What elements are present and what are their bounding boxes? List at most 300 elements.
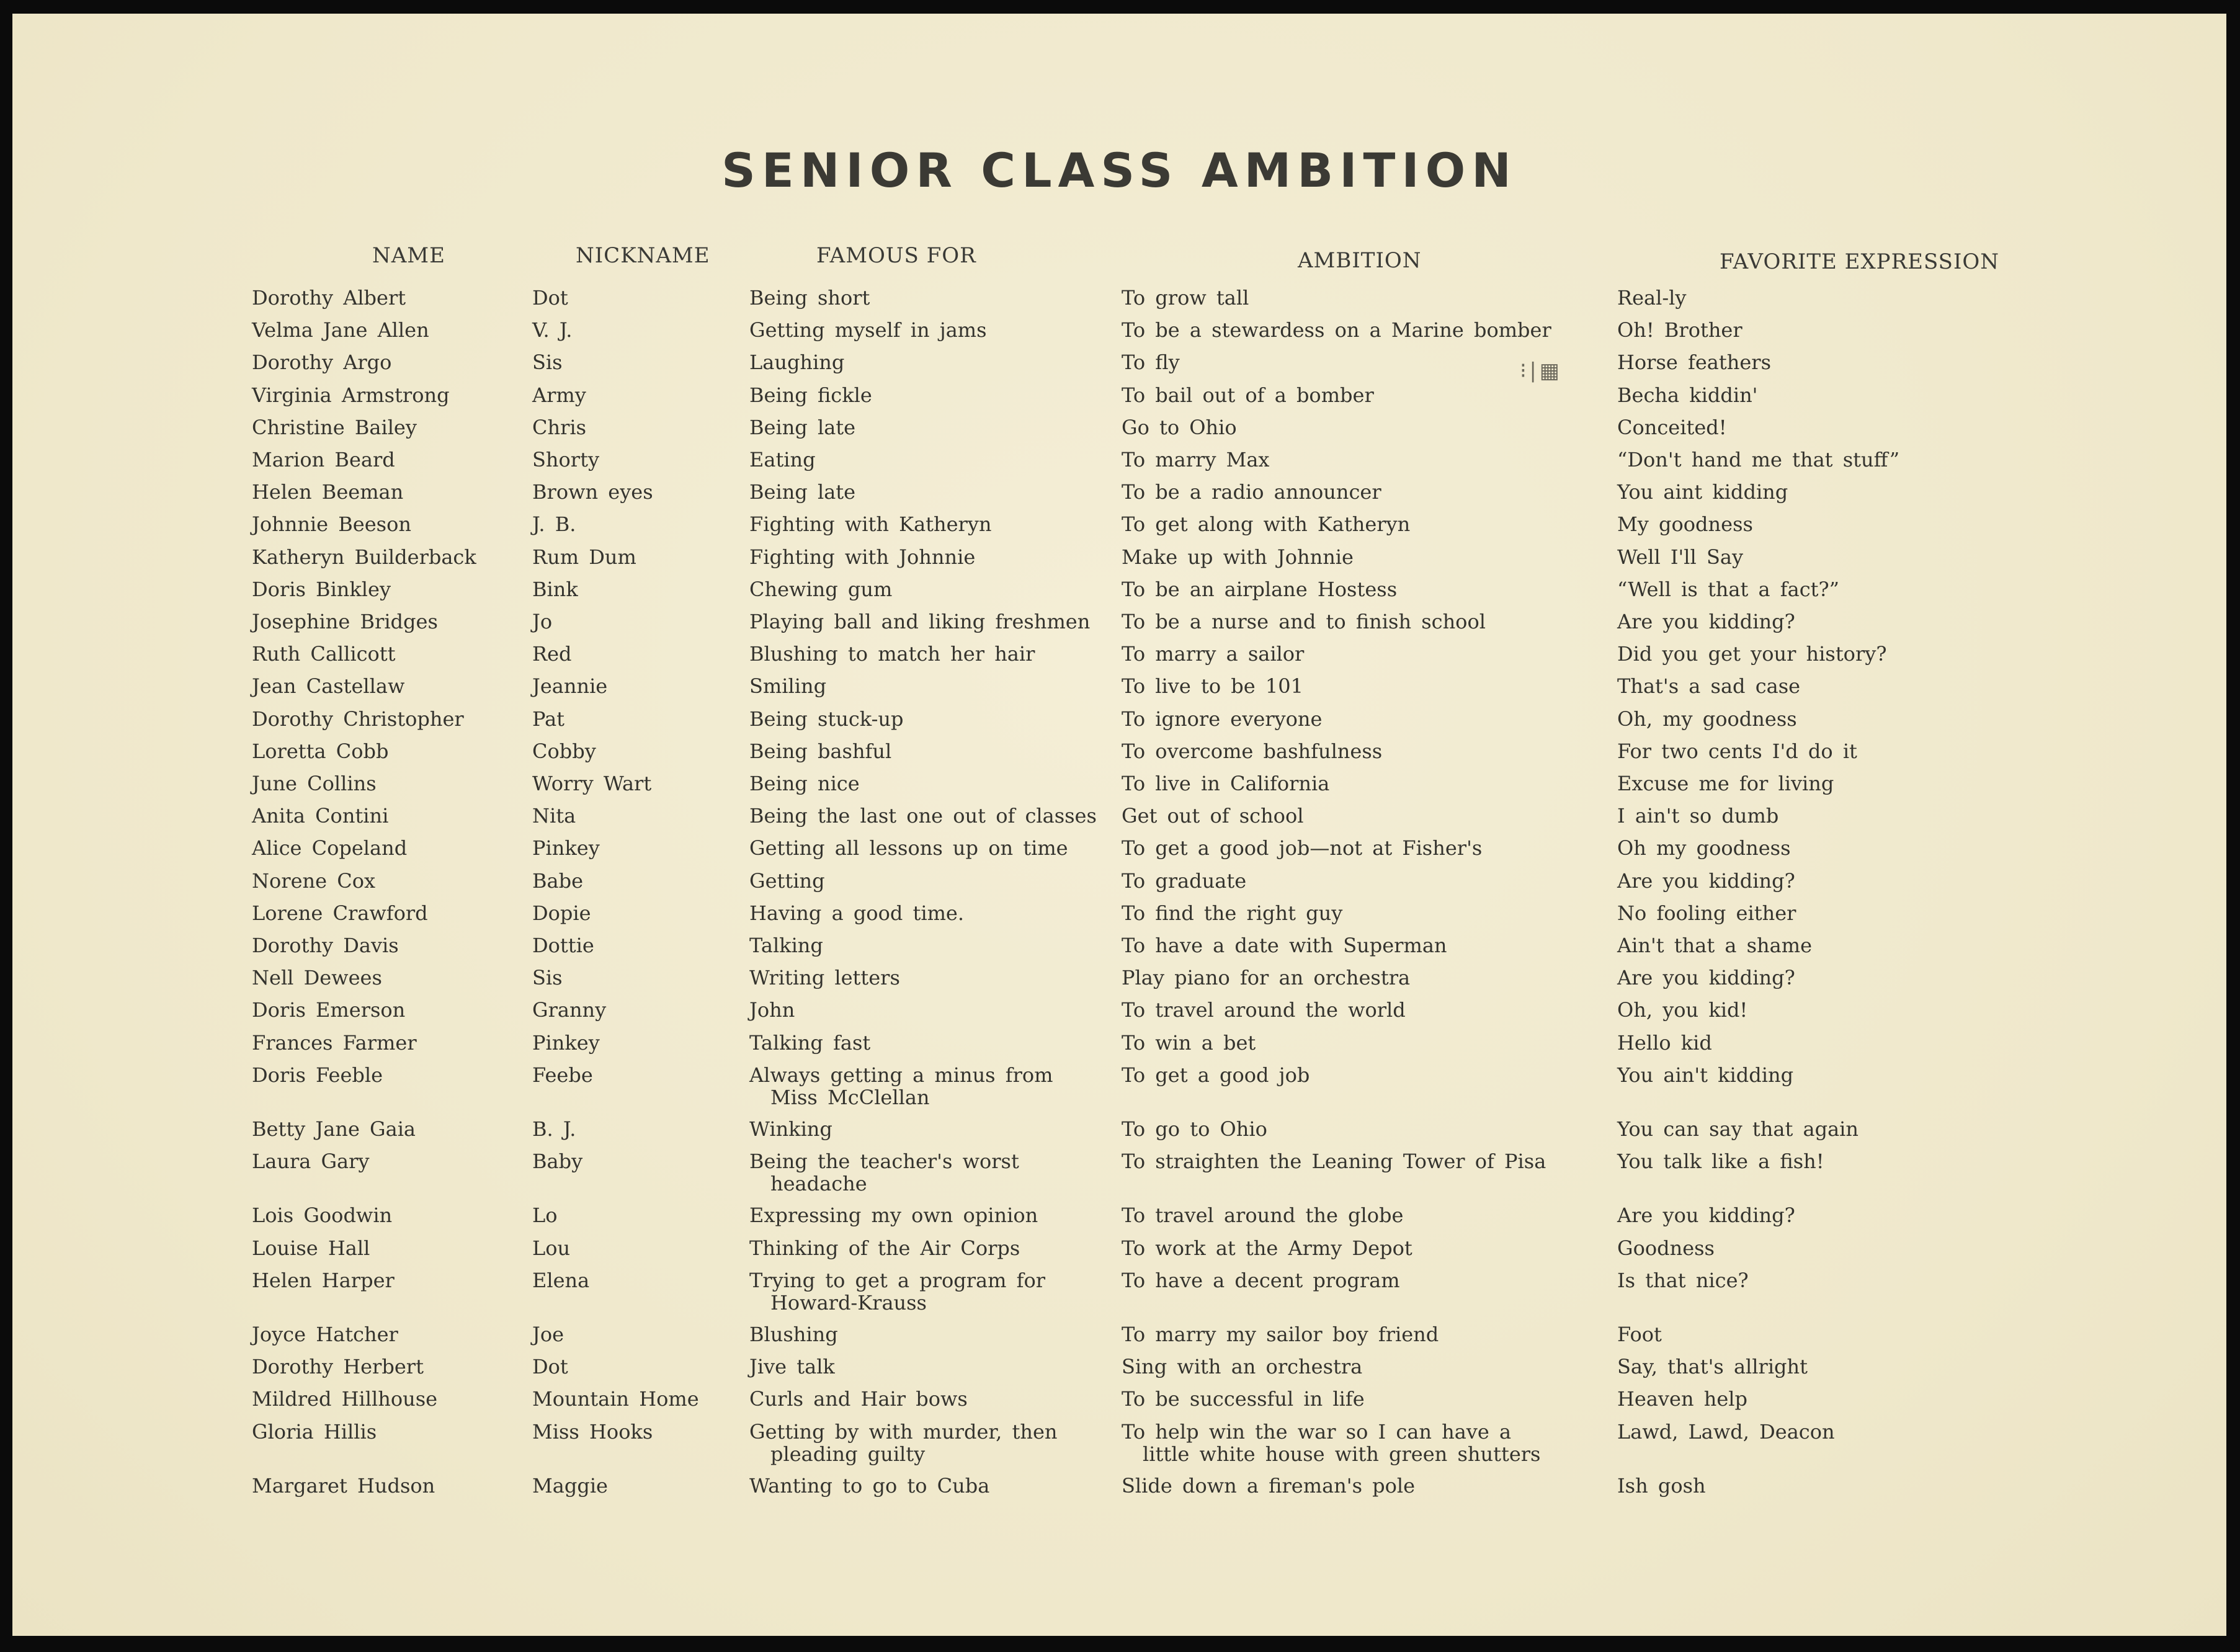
nickname-cell: [532, 1032, 600, 1054]
nickname-cell-text: Maggie: [532, 1473, 608, 1498]
famous-for-cell: [749, 643, 1035, 665]
ambition-cell-text: To find the right guy: [1122, 901, 1343, 925]
ambition-cell-text: To be a stewardess on a Marine bomber: [1122, 318, 1551, 342]
expression-cell-text: Did you get your history?: [1617, 642, 1887, 666]
expression-cell-text: Ish gosh: [1617, 1473, 1706, 1498]
expression-cell: [1617, 708, 1797, 730]
name-cell: [252, 1118, 416, 1140]
expression-cell: [1617, 319, 1742, 341]
expression-cell-text: You ain't kidding: [1617, 1063, 1794, 1087]
name-cell: [252, 513, 411, 535]
name-cell: [252, 740, 388, 762]
name-cell-text: Katheryn Builderback: [252, 545, 476, 569]
nickname-cell: [532, 870, 583, 892]
famous-for-cell: [749, 870, 825, 892]
table-row: [12, 772, 2226, 805]
expression-cell-text: Are you kidding?: [1617, 610, 1795, 633]
name-cell-text: Joyce Hatcher: [252, 1323, 398, 1346]
nickname-cell: [532, 1118, 576, 1140]
expression-cell: [1617, 546, 1743, 568]
ambition-cell-text: To marry my sailor boy friend: [1122, 1323, 1439, 1346]
table-row: [12, 546, 2226, 578]
ambition-cell-text: To live in California: [1122, 772, 1330, 795]
ambition-cell-text: To travel around the globe: [1122, 1203, 1404, 1228]
name-cell: [252, 643, 396, 665]
nickname-cell: [532, 384, 586, 406]
ambition-cell: [1122, 934, 1447, 957]
famous-for-cell: [749, 1150, 1019, 1195]
famous-for-cell: [749, 708, 904, 730]
famous-for-cell-text: Being the last one out of classes: [749, 804, 1097, 828]
ambition-cell: [1122, 513, 1410, 535]
table-row: [12, 805, 2226, 837]
expression-cell-text: Ain't that a shame: [1617, 934, 1812, 957]
nickname-cell: [532, 481, 653, 503]
table-row: [12, 513, 2226, 545]
expression-cell: [1617, 513, 1753, 535]
ambition-cell-text: Get out of school: [1122, 804, 1304, 828]
nickname-cell-text: Sis: [532, 350, 563, 375]
nickname-cell-text: Lou: [532, 1236, 571, 1260]
nickname-cell-text: Red: [532, 642, 572, 666]
name-cell: [252, 319, 429, 341]
table-row: [12, 740, 2226, 772]
ambition-cell-text: To be successful in life: [1122, 1387, 1365, 1411]
nickname-cell: [532, 643, 572, 665]
nickname-cell: [532, 902, 591, 924]
expression-cell-text: Horse feathers: [1617, 350, 1771, 375]
header-ambition: AMBITION: [1298, 248, 1422, 273]
famous-for-cell-text: Talking: [749, 934, 823, 957]
famous-for-cell-text: Blushing to match her hair: [749, 642, 1035, 666]
table-row: [12, 449, 2226, 481]
expression-cell: [1617, 837, 1791, 859]
famous-for-cell-text: Talking fast: [749, 1030, 871, 1055]
expression-cell-text: Real-ly: [1617, 286, 1687, 310]
famous-for-cell-text: Being late: [749, 415, 856, 439]
famous-for-cell: [749, 1204, 1038, 1226]
name-cell: [252, 351, 391, 373]
name-cell: [252, 449, 395, 471]
famous-for-cell: [749, 416, 855, 439]
table-row: [12, 1118, 2226, 1150]
name-cell: [252, 934, 399, 957]
table-row: [12, 319, 2226, 351]
yearbook-page: [12, 14, 2226, 1636]
famous-for-cell: [749, 740, 891, 762]
famous-for-cell-text: Having a good time.: [749, 901, 965, 925]
famous-for-cell: [749, 1388, 968, 1410]
famous-for-cell: [749, 1475, 989, 1497]
nickname-cell: [532, 1269, 589, 1292]
ambition-cell-text: To get a good job: [1122, 1063, 1310, 1087]
expression-cell: [1617, 449, 1899, 471]
ambition-cell-continuation: little white house with green shutters: [1143, 1442, 1541, 1466]
expression-cell-text: Conceited!: [1617, 415, 1727, 439]
table-row: [12, 578, 2226, 610]
famous-for-cell-text: Getting myself in jams: [749, 318, 987, 342]
name-cell: [252, 481, 403, 503]
expression-cell-text: That's a sad case: [1617, 674, 1801, 699]
table-row: [12, 1419, 2226, 1466]
famous-for-cell-text: Expressing my own opinion: [749, 1203, 1038, 1228]
expression-cell-text: “Well is that a fact?”: [1617, 577, 1839, 601]
ambition-cell-text: To grow tall: [1122, 286, 1249, 310]
famous-for-cell-text: Being late: [749, 480, 856, 504]
expression-cell: [1617, 902, 1796, 924]
famous-for-cell-text: Being bashful: [749, 739, 892, 763]
ambition-cell-text: To graduate: [1122, 868, 1247, 893]
ambition-cell: [1122, 1269, 1400, 1292]
name-cell-text: Dorothy Davis: [252, 934, 399, 957]
nickname-cell-text: Miss Hooks: [532, 1419, 653, 1444]
nickname-cell-text: Chris: [532, 415, 587, 439]
expression-cell-text: Oh my goodness: [1617, 836, 1791, 860]
famous-for-cell: [749, 384, 872, 406]
name-cell: [252, 805, 388, 827]
famous-for-cell: [749, 675, 826, 697]
famous-for-cell-text: Getting by with murder, then: [749, 1419, 1058, 1444]
ambition-cell: [1122, 610, 1486, 633]
ambition-cell: [1122, 546, 1354, 568]
name-cell: [252, 1421, 377, 1443]
famous-for-cell: [749, 513, 992, 535]
famous-for-cell-text: Always getting a minus from: [749, 1063, 1053, 1087]
ambition-cell-text: To win a bet: [1122, 1030, 1256, 1055]
ambition-cell: [1122, 772, 1329, 795]
nickname-cell-text: Nita: [532, 804, 576, 828]
expression-cell-text: Foot: [1617, 1323, 1662, 1346]
expression-cell-text: Oh! Brother: [1617, 318, 1742, 342]
name-cell-text: Velma Jane Allen: [252, 318, 429, 342]
table-row: [12, 1475, 2226, 1507]
expression-cell-text: Are you kidding?: [1617, 966, 1795, 990]
table-row: [12, 384, 2226, 416]
expression-cell-text: Becha kiddin': [1617, 383, 1758, 407]
expression-cell: [1617, 610, 1795, 633]
expression-cell: [1617, 351, 1771, 373]
name-cell-text: June Collins: [252, 772, 377, 795]
ambition-cell-text: To help win the war so I can have a: [1122, 1419, 1512, 1444]
nickname-cell-text: Granny: [532, 998, 607, 1022]
ambition-cell: [1122, 1421, 1540, 1465]
nickname-cell: [532, 1355, 568, 1378]
ambition-cell-text: To travel around the world: [1122, 998, 1406, 1022]
ambition-cell: [1122, 384, 1374, 406]
expression-cell: [1617, 1118, 1858, 1140]
nickname-cell-text: Jeannie: [532, 674, 608, 699]
ambition-cell-text: To be an airplane Hostess: [1122, 577, 1398, 601]
name-cell: [252, 870, 375, 892]
header-nickname: NICKNAME: [576, 243, 710, 268]
ambition-cell: [1122, 902, 1342, 924]
expression-cell: [1617, 805, 1778, 827]
name-cell: [252, 1237, 370, 1259]
ambition-cell-text: To fly: [1122, 350, 1180, 375]
famous-for-cell-text: Curls and Hair bows: [749, 1387, 968, 1411]
nickname-cell-text: Lo: [532, 1203, 558, 1228]
name-cell-text: Betty Jane Gaia: [252, 1117, 416, 1141]
name-cell-text: Dorothy Herbert: [252, 1355, 424, 1379]
expression-cell: [1617, 967, 1795, 989]
nickname-cell: [532, 351, 563, 373]
famous-for-cell-text: Fighting with Johnnie: [749, 545, 976, 569]
ambition-cell-text: To get a good job—not at Fisher's: [1122, 836, 1483, 860]
famous-for-cell: [749, 319, 987, 341]
name-cell-text: Virginia Armstrong: [252, 383, 450, 407]
nickname-cell: [532, 1237, 570, 1259]
name-cell-text: Loretta Cobb: [252, 739, 389, 763]
name-cell: [252, 902, 428, 924]
name-cell: [252, 1475, 435, 1497]
nickname-cell: [532, 319, 572, 341]
ambition-cell: [1122, 643, 1304, 665]
expression-cell-text: Hello kid: [1617, 1030, 1712, 1055]
expression-cell-text: My goodness: [1617, 512, 1753, 537]
name-cell: [252, 1204, 392, 1226]
page-title: SENIOR CLASS AMBITION: [721, 143, 1517, 198]
table-row: [12, 1032, 2226, 1064]
nickname-cell-text: Baby: [532, 1150, 583, 1174]
famous-for-cell-text: Chewing gum: [749, 577, 893, 601]
famous-for-cell-text: Fighting with Katheryn: [749, 512, 992, 537]
name-cell-text: Anita Contini: [252, 804, 389, 828]
name-cell-text: Lorene Crawford: [252, 901, 428, 925]
table-row: [12, 416, 2226, 449]
famous-for-cell-text: Blushing: [749, 1323, 838, 1346]
name-cell: [252, 287, 406, 309]
expression-cell: [1617, 870, 1795, 892]
ambition-cell: [1122, 708, 1322, 730]
famous-for-cell-text: Writing letters: [749, 966, 900, 990]
famous-for-cell-continuation: headache: [770, 1172, 867, 1196]
nickname-cell-text: Jo: [532, 610, 553, 633]
ambition-cell: [1122, 1064, 1310, 1086]
nickname-cell-text: Rum Dum: [532, 545, 636, 569]
nickname-cell: [532, 999, 606, 1021]
name-cell: [252, 546, 476, 568]
ambition-cell: [1122, 1475, 1415, 1497]
table-row: [12, 643, 2226, 675]
nickname-cell: [532, 546, 636, 568]
name-cell-text: Dorothy Argo: [252, 350, 392, 375]
ambition-cell: [1122, 1388, 1365, 1410]
expression-cell: [1617, 578, 1839, 601]
famous-for-cell-text: Eating: [749, 448, 816, 471]
table-row: [12, 837, 2226, 869]
expression-cell: [1617, 934, 1812, 957]
print-blemish: ⁝∣▦: [1520, 359, 1561, 383]
famous-for-cell: [749, 546, 975, 568]
nickname-cell: [532, 934, 594, 957]
nickname-cell: [532, 772, 651, 795]
famous-for-cell-continuation: Miss McClellan: [770, 1085, 930, 1109]
header-name: NAME: [372, 243, 445, 268]
ambition-cell: [1122, 870, 1246, 892]
nickname-cell-text: Elena: [532, 1268, 590, 1292]
name-cell-text: Lois Goodwin: [252, 1203, 393, 1228]
nickname-cell-text: Dottie: [532, 934, 594, 957]
expression-cell: [1617, 416, 1727, 439]
name-cell-text: Nell Dewees: [252, 966, 382, 990]
ambition-cell: [1122, 1032, 1256, 1054]
ambition-cell-text: To work at the Army Depot: [1122, 1236, 1412, 1260]
famous-for-cell: [749, 1323, 838, 1346]
table-row: [12, 1063, 2226, 1109]
table-row: [12, 1150, 2226, 1196]
famous-for-cell-text: Smiling: [749, 674, 827, 699]
ambition-cell: [1122, 1204, 1403, 1226]
famous-for-cell: [749, 610, 1090, 633]
table-row: [12, 967, 2226, 999]
ambition-cell: [1122, 319, 1551, 341]
ambition-cell-text: Go to Ohio: [1122, 415, 1237, 439]
name-cell: [252, 1150, 370, 1172]
famous-for-cell-text: Getting: [749, 868, 825, 893]
name-cell-text: Helen Harper: [252, 1268, 395, 1292]
expression-cell: [1617, 1421, 1835, 1443]
expression-cell: [1617, 1064, 1793, 1086]
nickname-cell-text: V. J.: [532, 318, 573, 342]
ambition-cell-text: To bail out of a bomber: [1122, 383, 1374, 407]
ambition-cell-text: Slide down a fireman's pole: [1122, 1473, 1416, 1498]
famous-for-cell-text: John: [749, 998, 795, 1022]
famous-for-cell-text: Wanting to go to Cuba: [749, 1473, 990, 1498]
famous-for-cell: [749, 1421, 1058, 1465]
ambition-cell-text: To marry Max: [1122, 448, 1270, 471]
famous-for-cell-text: Being nice: [749, 772, 860, 795]
name-cell: [252, 416, 417, 439]
nickname-cell-text: Worry Wart: [532, 772, 652, 795]
nickname-cell: [532, 1475, 608, 1497]
name-cell-text: Doris Emerson: [252, 998, 406, 1022]
expression-cell-text: Are you kidding?: [1617, 868, 1795, 893]
nickname-cell-text: Pinkey: [532, 836, 600, 860]
nickname-cell-text: Dot: [532, 1355, 568, 1379]
famous-for-cell-text: Being the teacher's worst: [749, 1150, 1019, 1174]
expression-cell: [1617, 1204, 1795, 1226]
nickname-cell: [532, 1388, 699, 1410]
famous-for-cell-text: Laughing: [749, 350, 845, 375]
ambition-cell: [1122, 675, 1303, 697]
name-cell: [252, 967, 382, 989]
table-row: [12, 481, 2226, 513]
ambition-cell-text: To ignore everyone: [1122, 707, 1323, 731]
expression-cell: [1617, 287, 1686, 309]
expression-cell: [1617, 772, 1834, 795]
ambition-cell: [1122, 837, 1482, 859]
table-row: [12, 287, 2226, 319]
ambition-cell-text: To overcome bashfulness: [1122, 739, 1383, 763]
ambition-cell-text: To live to be 101: [1122, 674, 1303, 699]
expression-cell: [1617, 1032, 1712, 1054]
ambition-cell: [1122, 999, 1406, 1021]
expression-cell-text: Lawd, Lawd, Deacon: [1617, 1419, 1835, 1444]
name-cell-text: Johnnie Beeson: [252, 512, 411, 537]
famous-for-cell-text: Thinking of the Air Corps: [749, 1236, 1020, 1260]
ambition-cell: [1122, 449, 1269, 471]
famous-for-cell: [749, 902, 964, 924]
famous-for-cell: [749, 772, 860, 795]
nickname-cell: [532, 805, 576, 827]
nickname-cell-text: B. J.: [532, 1117, 576, 1141]
nickname-cell: [532, 740, 596, 762]
famous-for-cell: [749, 287, 870, 309]
nickname-cell: [532, 1323, 564, 1346]
name-cell: [252, 1323, 398, 1346]
nickname-cell: [532, 513, 576, 535]
name-cell: [252, 1064, 383, 1086]
ambition-cell: [1122, 805, 1303, 827]
famous-for-cell-text: Being short: [749, 286, 870, 310]
famous-for-cell-text: Getting all lessons up on time: [749, 836, 1068, 860]
name-cell-text: Marion Beard: [252, 448, 395, 471]
famous-for-cell: [749, 1237, 1020, 1259]
expression-cell: [1617, 643, 1886, 665]
ambition-cell: [1122, 1355, 1362, 1378]
ambition-cell: [1122, 1150, 1546, 1172]
expression-cell: [1617, 1269, 1749, 1292]
name-cell: [252, 999, 405, 1021]
nickname-cell-text: Pat: [532, 707, 565, 731]
famous-for-cell-continuation: pleading guilty: [770, 1442, 926, 1466]
famous-for-cell: [749, 934, 823, 957]
name-cell-text: Christine Bailey: [252, 415, 417, 439]
name-cell-text: Alice Copeland: [252, 836, 408, 860]
expression-cell-text: For two cents I'd do it: [1617, 739, 1857, 763]
expression-cell: [1617, 1150, 1824, 1172]
table-row: [12, 1355, 2226, 1388]
expression-cell-text: Is that nice?: [1617, 1268, 1749, 1292]
ambition-cell: [1122, 1323, 1439, 1346]
name-cell-text: Louise Hall: [252, 1236, 370, 1260]
nickname-cell: [532, 1204, 558, 1226]
ambition-cell-text: Sing with an orchestra: [1122, 1355, 1363, 1379]
name-cell-text: Norene Cox: [252, 868, 376, 893]
famous-for-cell-text: Jive talk: [749, 1355, 835, 1379]
nickname-cell-text: Army: [532, 383, 586, 407]
name-cell: [252, 708, 464, 730]
nickname-cell: [532, 1421, 653, 1443]
nickname-cell-text: Shorty: [532, 448, 600, 471]
name-cell: [252, 1269, 395, 1292]
expression-cell-text: Well I'll Say: [1617, 545, 1744, 569]
nickname-cell-text: J. B.: [532, 512, 576, 537]
expression-cell-text: Are you kidding?: [1617, 1203, 1795, 1228]
famous-for-cell: [749, 449, 816, 471]
ambition-cell-text: Make up with Johnnie: [1122, 545, 1354, 569]
nickname-cell-text: Bink: [532, 577, 578, 601]
nickname-cell: [532, 708, 564, 730]
expression-cell-text: No fooling either: [1617, 901, 1796, 925]
name-cell-text: Laura Gary: [252, 1150, 370, 1174]
ambition-cell: [1122, 416, 1237, 439]
ambition-cell: [1122, 481, 1381, 503]
nickname-cell: [532, 837, 600, 859]
expression-cell-text: Say, that's allright: [1617, 1355, 1808, 1379]
name-cell-text: Ruth Callicott: [252, 642, 396, 666]
table-row: [12, 999, 2226, 1031]
ambition-cell-text: To straighten the Leaning Tower of Pisa: [1122, 1150, 1546, 1174]
table-row: [12, 351, 2226, 383]
name-cell-text: Josephine Bridges: [252, 610, 438, 633]
expression-cell: [1617, 384, 1757, 406]
table-row: [12, 610, 2226, 643]
ambition-cell: [1122, 740, 1382, 762]
expression-cell: [1617, 481, 1788, 503]
ambition-cell-text: Play piano for an orchestra: [1122, 966, 1411, 990]
ambition-cell-text: To have a date with Superman: [1122, 934, 1447, 957]
